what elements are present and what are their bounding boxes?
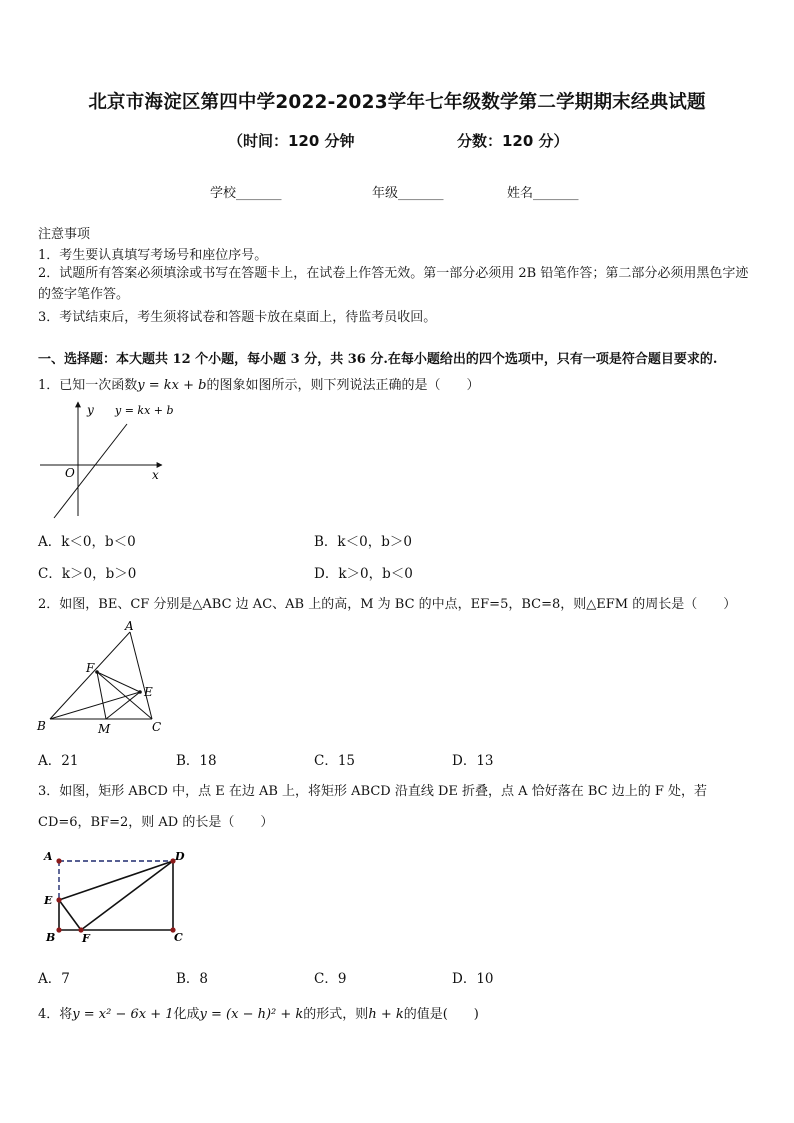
q3-label-e: E <box>44 894 53 907</box>
question-3-line2: CD=6，BF=2，则 AD 的长是（ ） <box>38 815 274 830</box>
q2-label-m: M <box>98 722 111 736</box>
q2-triangle-figure <box>34 620 174 738</box>
note-3: 3．考试结束后，考生须将试卷和答题卡放在桌面上，待监考员收回。 <box>38 310 437 325</box>
notes-heading: 注意事项 <box>38 227 91 242</box>
q1-formula: y = kx + b <box>137 378 207 393</box>
question-1 <box>38 374 480 393</box>
q1-label-y: y <box>87 403 94 417</box>
q3-option-d[interactable]: D．10 <box>452 971 494 987</box>
q3-label-d: D <box>175 850 185 863</box>
q1-label-x: x <box>152 468 159 482</box>
name-field: 姓名_______ <box>507 186 579 201</box>
note-1: 1．考生要认真填写考场号和座位序号。 <box>38 248 268 263</box>
exam-time: （时间：120 分钟 <box>228 132 355 150</box>
q1-graph <box>30 396 180 520</box>
school-field: 学校_______ <box>210 186 282 201</box>
question-4 <box>38 1003 479 1022</box>
q1-label-o: O <box>65 466 75 480</box>
q2-label-c: C <box>152 720 162 734</box>
q2-option-c[interactable]: C．15 <box>314 753 356 769</box>
section-heading: 一、选择题：本大题共 12 个小题，每小题 3 分，共 36 分.在每小题给出的四个选项中，只有一项是符合题目要求的. <box>38 352 718 367</box>
q4-suffix: 的值是( ) <box>403 1007 479 1022</box>
q2-option-a[interactable]: A．21 <box>38 753 79 769</box>
note-2: 2．试题所有答案必须填涂或书写在答题卡上，在试卷上作答无效。第一部分必须用 2B 铅笔作答；第二部分必须用黑色字迹的签字笔作答。 <box>38 266 749 302</box>
q2-label-e: E <box>144 685 153 699</box>
q4-mid2: 的形式，则 <box>303 1007 369 1022</box>
q3-label-f: F <box>82 932 90 945</box>
q1-suffix: 的图象如图所示，则下列说法正确的是（ ） <box>206 378 480 393</box>
q4-expr-3: h + k <box>368 1007 404 1022</box>
q2-label-a: A <box>125 620 134 633</box>
q1-option-a[interactable]: A．k＜0，b＜0 <box>38 534 136 550</box>
grade-field: 年级_______ <box>372 186 444 201</box>
q2-label-b: B <box>37 719 46 733</box>
q2-option-b[interactable]: B．18 <box>176 753 217 769</box>
q3-label-a: A <box>44 850 53 863</box>
q3-option-b[interactable]: B．8 <box>176 971 209 987</box>
q4-expr-1: y = x² − 6x + 1 <box>72 1007 174 1022</box>
q3-label-b: B <box>46 931 56 944</box>
q3-option-a[interactable]: A．7 <box>38 971 70 987</box>
exam-title: 北京市海淀区第四中学2022-2023学年七年级数学第二学期期末经典试题 <box>88 92 706 113</box>
q3-rectangle-figure <box>38 845 193 950</box>
q3-option-c[interactable]: C．9 <box>314 971 347 987</box>
question-3-line1: 3．如图，矩形 ABCD 中，点 E 在边 AB 上，将矩形 ABCD 沿直线 DE 折叠，点 A 恰好落在 BC 边上的 F 处，若 <box>38 784 707 799</box>
q4-expr-2: y = (x − h)² + k <box>199 1007 304 1022</box>
q1-option-d[interactable]: D．k＞0，b＜0 <box>314 566 413 582</box>
q3-label-c: C <box>174 931 183 944</box>
q1-option-b[interactable]: B．k＜0，b＞0 <box>314 534 412 550</box>
q1-prefix: 1．已知一次函数 <box>38 378 138 393</box>
q2-label-f: F <box>86 661 95 675</box>
q1-option-c[interactable]: C．k＞0，b＞0 <box>38 566 137 582</box>
q4-prefix: 4．将 <box>38 1007 73 1022</box>
q1-label-func: y = kx + b <box>115 404 174 417</box>
question-2: 2．如图，BE、CF 分别是△ABC 边 AC、AB 上的高，M 为 BC 的中点，EF=5，BC=8，则△EFM 的周长是（ ） <box>38 597 737 612</box>
q2-option-d[interactable]: D．13 <box>452 753 494 769</box>
q4-mid: 化成 <box>173 1007 200 1022</box>
exam-score: 分数：120 分） <box>457 132 569 150</box>
